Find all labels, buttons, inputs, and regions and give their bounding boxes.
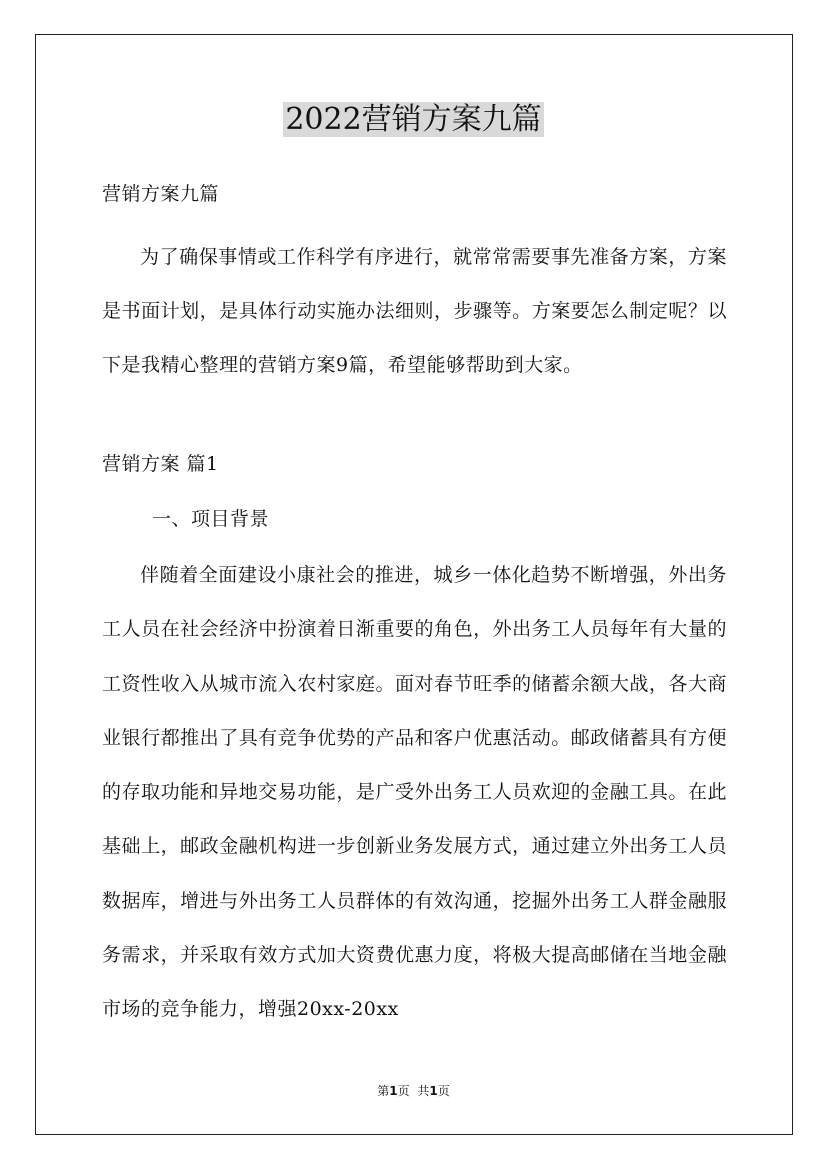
footer-total-number: 1 xyxy=(429,1084,438,1098)
body-paragraph: 伴随着全面建设小康社会的推进，城乡一体化趋势不断增强，外出务工人员在社会经济中扮演着日渐重要的角色，外出务工人员每年有大量的工资性收入从城市流入农村家庭。面对春节旺季的储蓄余额大战，各大商业银行都推出了具有竞争优势的产品和客户优惠活动。邮政储蓄具有方便的存取功能和异地交易功能，是广受外出务工人员欢迎的金融工具。在此基础上，邮政金融机构进一步创新业务发展方式，通过建立外出务工人员数据库，增进与外出务工人员群体的有效沟通，挖掘外出务工人群金融服务需求，并采取有效方式加大资费优惠力度，将极大提高邮储在当地金融市场的竞争能力，增强20xx-20xx xyxy=(102,564,727,1021)
footer-page-suffix: 页 xyxy=(397,1084,410,1098)
footer-total-suffix: 页 xyxy=(437,1084,450,1098)
document-title xyxy=(0,98,827,142)
footer-page-number: 1 xyxy=(389,1084,398,1098)
footer-total-prefix: 共 xyxy=(417,1084,430,1098)
document-subtitle: 营销方案九篇 xyxy=(102,183,220,205)
page-footer xyxy=(0,1082,827,1100)
document-title-text: 2022营销方案九篇 xyxy=(285,102,542,137)
section-heading: 营销方案 篇1 xyxy=(102,453,219,475)
intro-paragraph: 为了确保事情或工作科学有序进行，就常常需要事先准备方案，方案是书面计划，是具体行动实施办法细则，步骤等。方案要怎么制定呢？以下是我精心整理的营销方案9篇，希望能够帮助到大家。 xyxy=(102,246,727,376)
item-heading: 一、项目背景 xyxy=(152,508,270,530)
footer-page-prefix: 第 xyxy=(377,1084,390,1098)
